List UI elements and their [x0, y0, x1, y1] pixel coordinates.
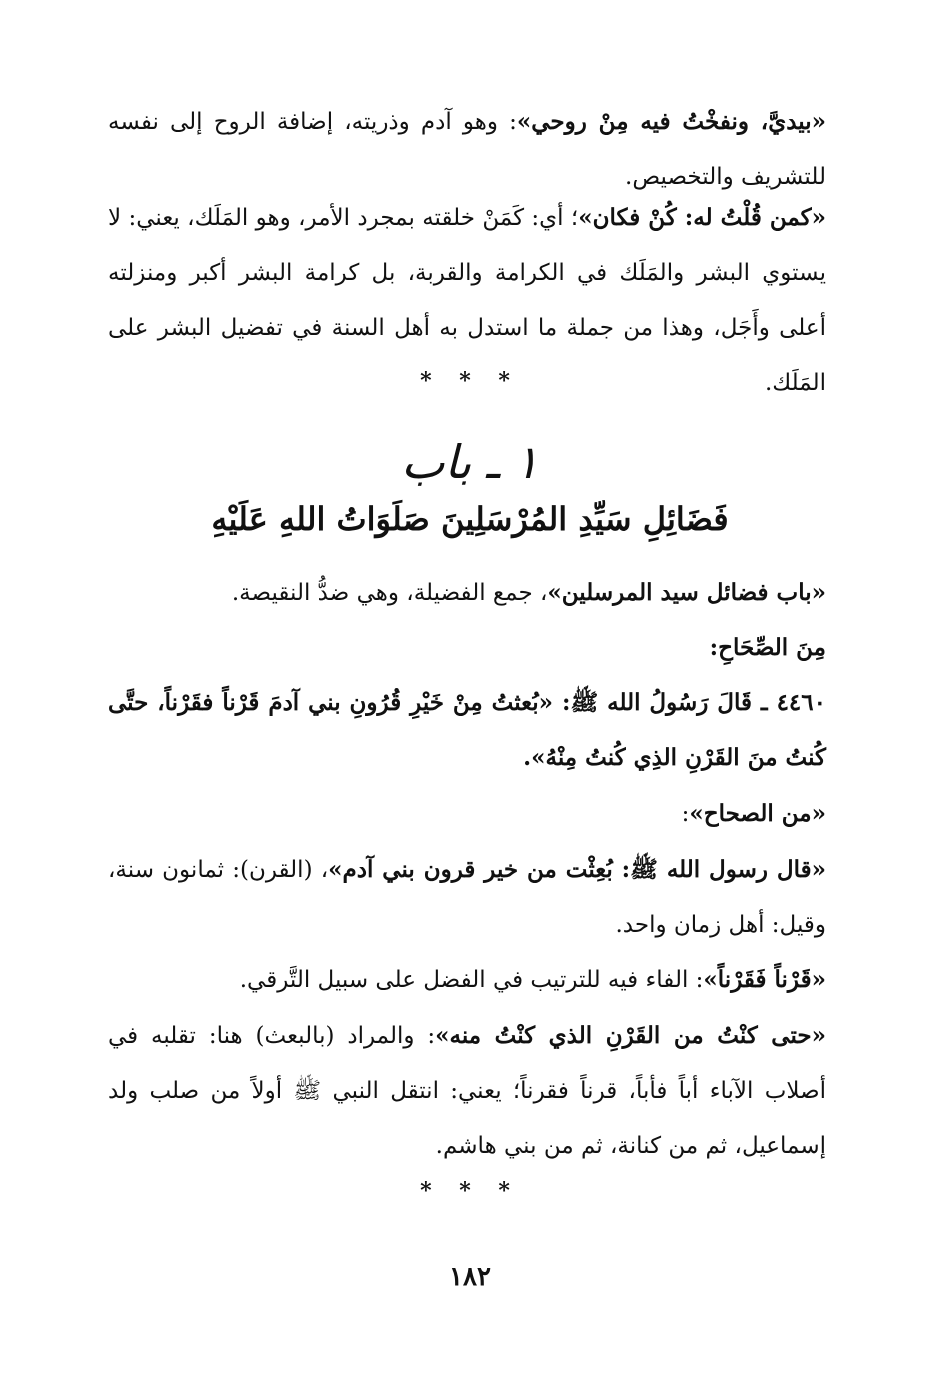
- quoted-phrase: «حتى كنْتُ من القَرْنِ الذي كنْتُ منه»: [435, 1022, 827, 1049]
- commentary-text: : والمراد (بالبعث) هنا: تقلبه في أصلاب الآباء أباً فأباً، قرناً فقرناً؛ يعني: انتقل النبي ﷺ أولاً من صلب ولد إسماعيل، ثم من كنانة، ثم من بني هاشم.: [108, 1023, 826, 1159]
- commentary-text: ، (القرن): ثمانون سنة، وقيل: أهل زمان واحد.: [108, 857, 826, 938]
- quoted-phrase: «باب فضائل سيد المرسلين»: [547, 579, 826, 606]
- quoted-phrase: «من الصحاح»: [689, 800, 826, 827]
- quoted-phrase: «قال رسول الله ﷺ: بُعِثْت من خير قرون بني آدم»: [328, 856, 827, 883]
- commentary-paragraph-5: [108, 842, 826, 953]
- commentary-text: : الفاء فيه للترتيب في الفضل على سبيل التَّرقي.: [239, 967, 704, 993]
- section-heading-sahih: مِنَ الصِّحَاحِ:: [709, 634, 826, 661]
- section-separator: * * *: [420, 1178, 520, 1204]
- chapter-number: ١ ـ باب: [401, 435, 539, 489]
- commentary-paragraph-7: [108, 1008, 826, 1174]
- commentary-paragraph-1: [108, 94, 826, 205]
- commentary-paragraph-4: [108, 786, 826, 842]
- chapter-title: فَضَائِلِ سَيِّدِ المُرْسَلِينَ صَلَوَاتُ اللهِ عَلَيْهِ: [211, 500, 729, 538]
- section-separator: * * *: [420, 368, 520, 394]
- quoted-phrase: «بيديَّ، ونفخْتُ فيه مِنْ روحي»: [516, 108, 827, 135]
- commentary-text: ، جمع الفضيلة، وهي ضدُّ النقيصة.: [231, 580, 548, 606]
- commentary-text: :: [681, 801, 690, 827]
- commentary-paragraph-6: [108, 952, 826, 1008]
- commentary-paragraph-3: [108, 565, 826, 621]
- hadith-text: ٤٤٦٠ ـ قَالَ رَسُولُ الله ﷺ: «بُعثتُ مِنْ خَيْرِ قُرُونِ بني آدمَ قَرْناً فقَرْناً، حتَّى كُنتُ منَ القَرْنِ الذِي كُنتُ مِنْهُ».: [108, 689, 826, 771]
- page-number: ١٨٢: [449, 1262, 491, 1292]
- commentary-text: ؛ أي: كَمَنْ خلقته بمجرد الأمر، وهو المَلَك، يعني: لا يستوي البشر والمَلَك في الكرامة والقربة، بل كرامة البشر أكبر ومنزلته أعلى وأَجَل، وهذا من جملة ما استدل به أهل السنة في تفضيل البشر على المَلَك.: [108, 205, 826, 396]
- quoted-phrase: «كمن قُلْتُ له: كُنْ فكان»: [578, 204, 827, 231]
- commentary-text: : وهو آدم وذريته، إضافة الروح إلى نفسه للتشريف والتخصيص.: [108, 109, 826, 190]
- quoted-phrase: «قَرْناً فَقَرْناً»: [703, 966, 826, 993]
